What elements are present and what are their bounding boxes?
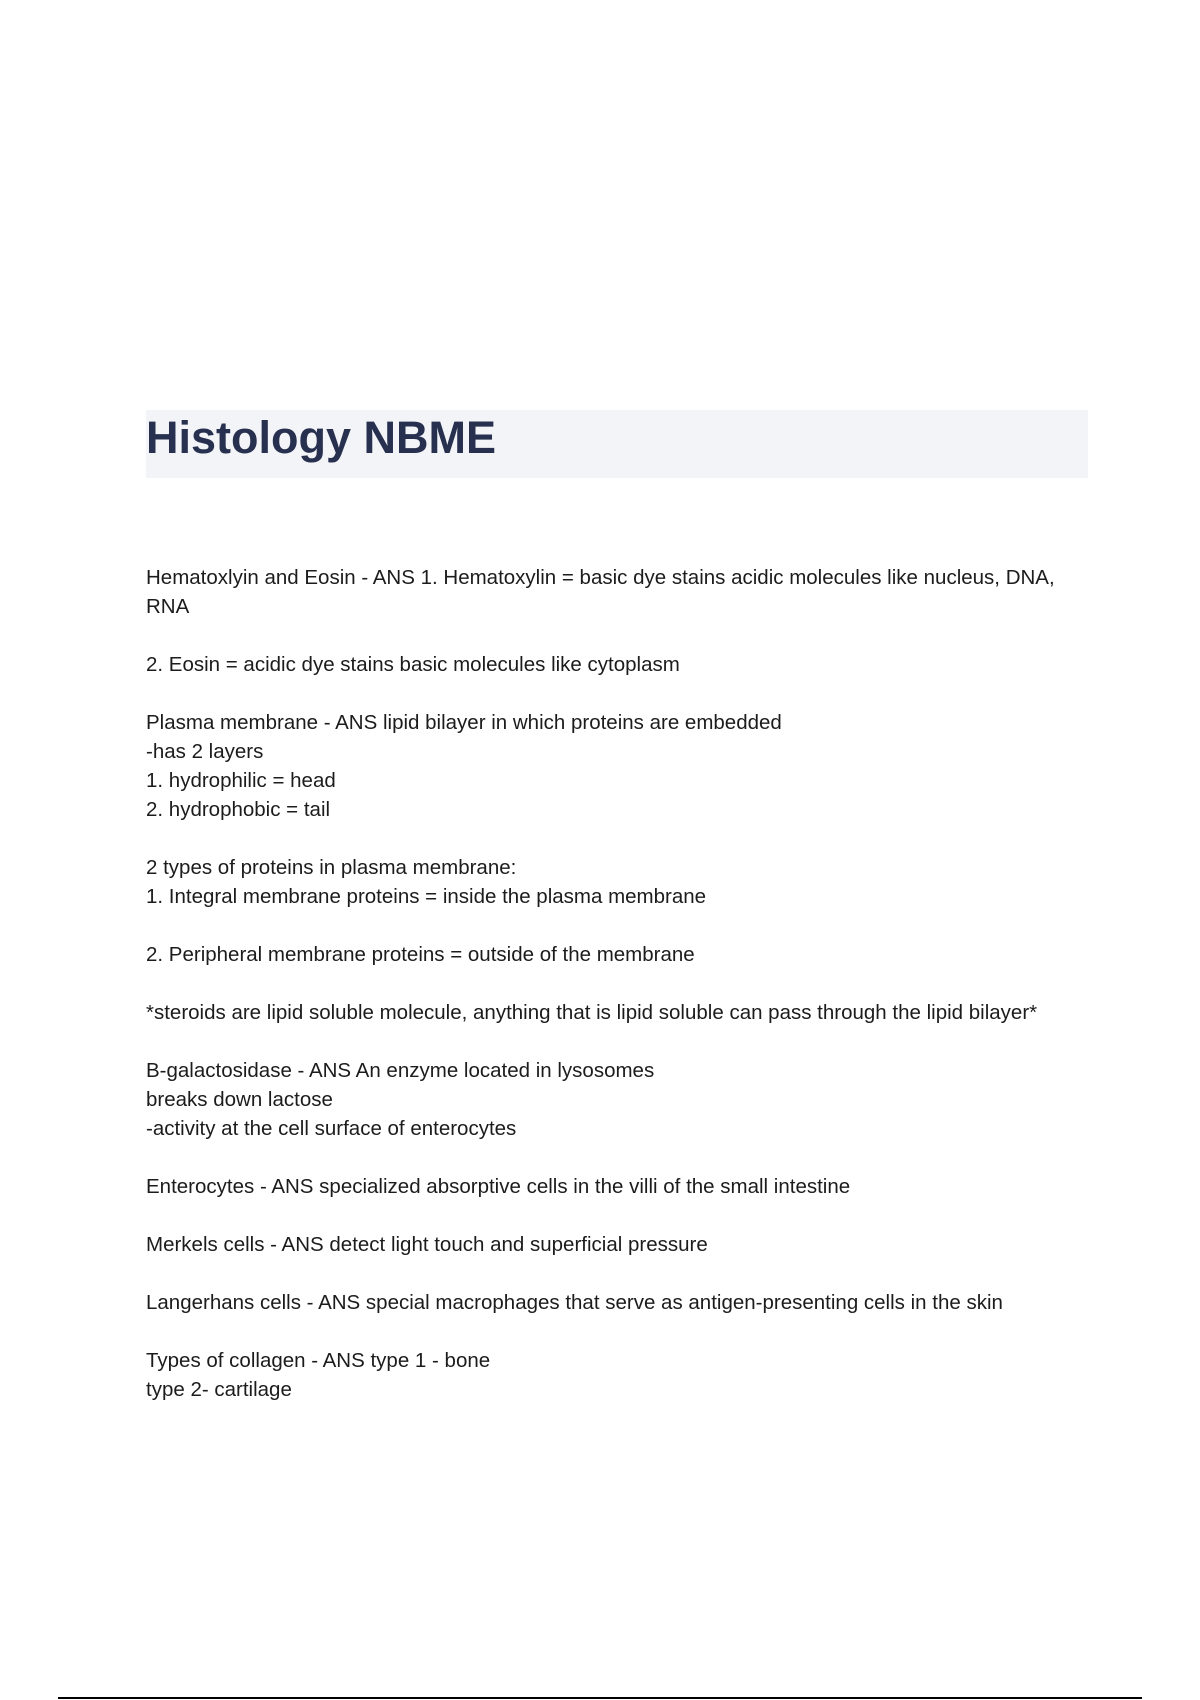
paragraph-hematoxylin-eosin — [146, 563, 1086, 621]
paragraph-merkels-cells — [146, 1230, 1086, 1259]
paragraph-line: type 2- cartilage — [146, 1378, 292, 1401]
page-title: Histology NBME — [146, 412, 497, 463]
paragraph-eosin — [146, 650, 1086, 679]
paragraph-line: Enterocytes - ANS specialized absorptive cells in the villi of the small intestine — [146, 1175, 851, 1198]
footer-divider — [58, 1697, 1142, 1699]
paragraph-peripheral-proteins — [146, 940, 1086, 969]
paragraph-line: *steroids are lipid soluble molecule, anything that is lipid soluble can pass through the lipid bilayer* — [146, 1001, 1038, 1024]
paragraph-enterocytes — [146, 1172, 1086, 1201]
paragraph-line: 2. Eosin = acidic dye stains basic molecules like cytoplasm — [146, 653, 680, 676]
paragraph-line: 2. Peripheral membrane proteins = outside of the membrane — [146, 943, 695, 966]
paragraph-line: Merkels cells - ANS detect light touch and superficial pressure — [146, 1233, 708, 1256]
paragraph-b-galactosidase — [146, 1056, 1086, 1143]
paragraph-types-of-collagen — [146, 1346, 1086, 1404]
paragraph-plasma-membrane — [146, 708, 1086, 824]
paragraph-line: 2. hydrophobic = tail — [146, 798, 331, 821]
paragraph-line: Hematoxlyin and Eosin - ANS 1. Hematoxylin = basic dye stains acidic molecules like nucleus, DNA, RNA — [146, 566, 1055, 618]
paragraph-line: 1. Integral membrane proteins = inside the plasma membrane — [146, 885, 707, 908]
title-banner — [146, 410, 1088, 478]
paragraph-line: -has 2 layers — [146, 740, 264, 763]
paragraph-line: 1. hydrophilic = head — [146, 769, 336, 792]
paragraph-membrane-proteins — [146, 853, 1086, 911]
paragraph-langerhans-cells — [146, 1288, 1086, 1317]
paragraph-line: -activity at the cell surface of enterocytes — [146, 1117, 517, 1140]
paragraph-line: Plasma membrane - ANS lipid bilayer in which proteins are embedded — [146, 711, 782, 734]
paragraph-line: Langerhans cells - ANS special macrophages that serve as antigen-presenting cells in the skin — [146, 1291, 1003, 1314]
paragraph-line: breaks down lactose — [146, 1088, 333, 1111]
paragraph-line: 2 types of proteins in plasma membrane: — [146, 856, 517, 879]
paragraph-line: Types of collagen - ANS type 1 - bone — [146, 1349, 491, 1372]
document-body — [146, 563, 1086, 1433]
paragraph-line: B-galactosidase - ANS An enzyme located in lysosomes — [146, 1059, 655, 1082]
paragraph-steroids-note — [146, 998, 1086, 1027]
